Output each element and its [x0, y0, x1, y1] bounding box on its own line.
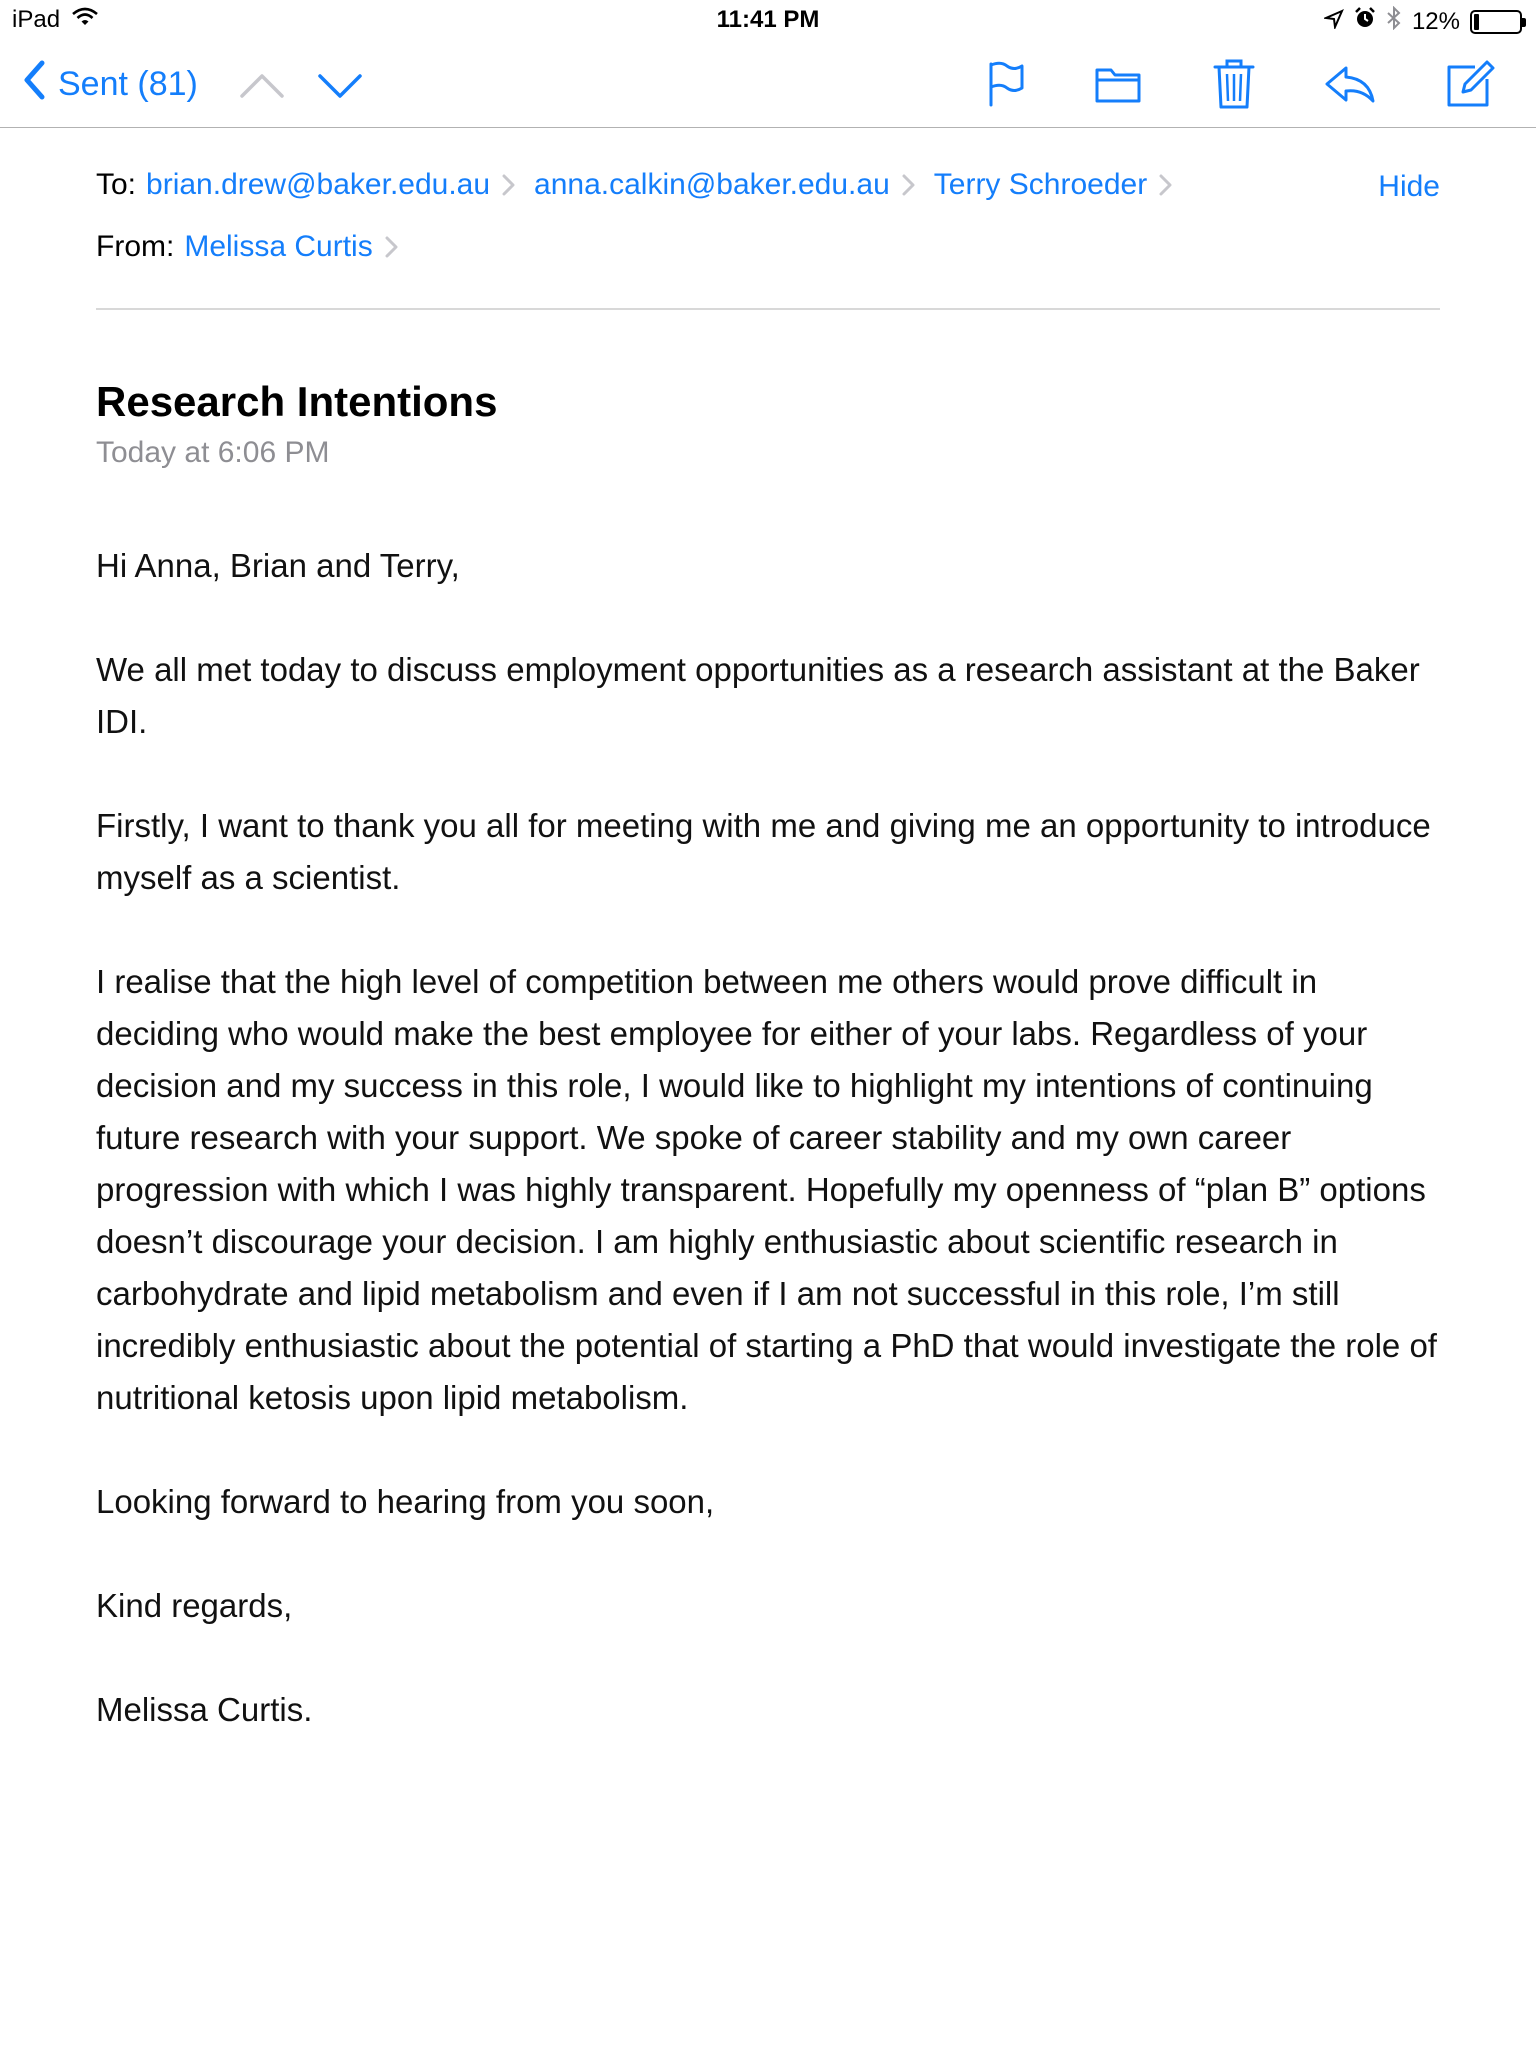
from-label: From:	[96, 230, 175, 263]
battery-percent: 12%	[1411, 7, 1460, 35]
chevron-right-icon	[898, 170, 920, 200]
signature: Melissa Curtis.	[96, 1691, 313, 1728]
flag-icon	[986, 61, 1026, 107]
clock: 11:41 PM	[716, 6, 820, 33]
recipient-brian[interactable]: brian.drew@baker.edu.au	[146, 168, 491, 201]
from-row	[96, 230, 417, 264]
sender-name[interactable]: Melissa Curtis	[184, 230, 373, 263]
to-label: To:	[96, 168, 137, 201]
chevron-up-icon	[238, 62, 286, 110]
chevron-left-icon	[22, 60, 46, 109]
previous-message-button[interactable]	[238, 62, 286, 110]
body-paragraph-1: We all met today to discuss employment opportunities as a research assistant at the Baker IDI.	[96, 651, 1420, 740]
message-date: Today at 6:06 PM	[96, 436, 330, 469]
mail-toolbar	[0, 40, 1536, 128]
bluetooth-icon	[1386, 6, 1402, 37]
message-subject: Research Intentions	[96, 378, 498, 425]
back-label: Sent (81)	[58, 65, 198, 103]
alarm-clock-icon	[1354, 7, 1376, 36]
reply-button[interactable]	[1320, 54, 1380, 114]
recipient-anna[interactable]: anna.calkin@baker.edu.au	[534, 168, 890, 201]
trash-icon	[1213, 58, 1255, 110]
recipient-terry[interactable]: Terry Schroeder	[933, 168, 1148, 201]
body-paragraph-2: Firstly, I want to thank you all for meeting with me and giving me an opportunity to introduce myself as a scientist.	[96, 807, 1431, 896]
move-to-folder-button[interactable]	[1088, 54, 1148, 114]
status-left	[12, 6, 98, 34]
compose-button[interactable]	[1440, 54, 1500, 114]
chevron-down-icon	[316, 62, 364, 110]
folder-icon	[1094, 64, 1142, 104]
next-message-button[interactable]	[316, 62, 364, 110]
location-arrow-icon	[1324, 8, 1344, 36]
battery-icon	[1470, 10, 1522, 34]
greeting-paragraph: Hi Anna, Brian and Terry,	[96, 547, 460, 584]
header-divider	[96, 308, 1440, 310]
compose-icon	[1445, 59, 1495, 109]
device-name: iPad	[12, 6, 61, 33]
status-bar	[0, 0, 1536, 40]
sign-off: Kind regards,	[96, 1587, 293, 1624]
body-paragraph-3: I realise that the high level of competition between me others would prove difficult in deciding who would make the best employee for either of your labs. Regardless of your decision and my success in this role, I would like to highlight my intentions of continuing future research with your support. We spoke of career stability and my own career progression with which I was highly transparent. Hopefully my openness of “plan B” options doesn’t discourage your decision. I am highly enthusiastic about scientific research in carbohydrate and lipid metabolism and even if I am not successful in this role, I’m still incredibly enthusiastic about the potential of starting a PhD that would investigate the role of nutritional ketosis upon lipid metabolism.	[96, 963, 1437, 1416]
status-right	[1324, 6, 1522, 37]
flag-button[interactable]	[976, 54, 1036, 114]
chevron-right-icon	[381, 232, 403, 262]
to-row	[96, 168, 1191, 202]
chevron-right-icon	[1155, 170, 1177, 200]
wifi-icon	[72, 6, 98, 34]
hide-details-button[interactable]: Hide	[1378, 170, 1440, 203]
reply-icon	[1324, 64, 1376, 104]
chevron-right-icon	[498, 170, 520, 200]
closing-paragraph: Looking forward to hearing from you soon,	[96, 1483, 715, 1520]
trash-button[interactable]	[1204, 54, 1264, 114]
message-body	[96, 540, 1446, 1788]
back-to-sent-button[interactable]	[22, 60, 198, 109]
